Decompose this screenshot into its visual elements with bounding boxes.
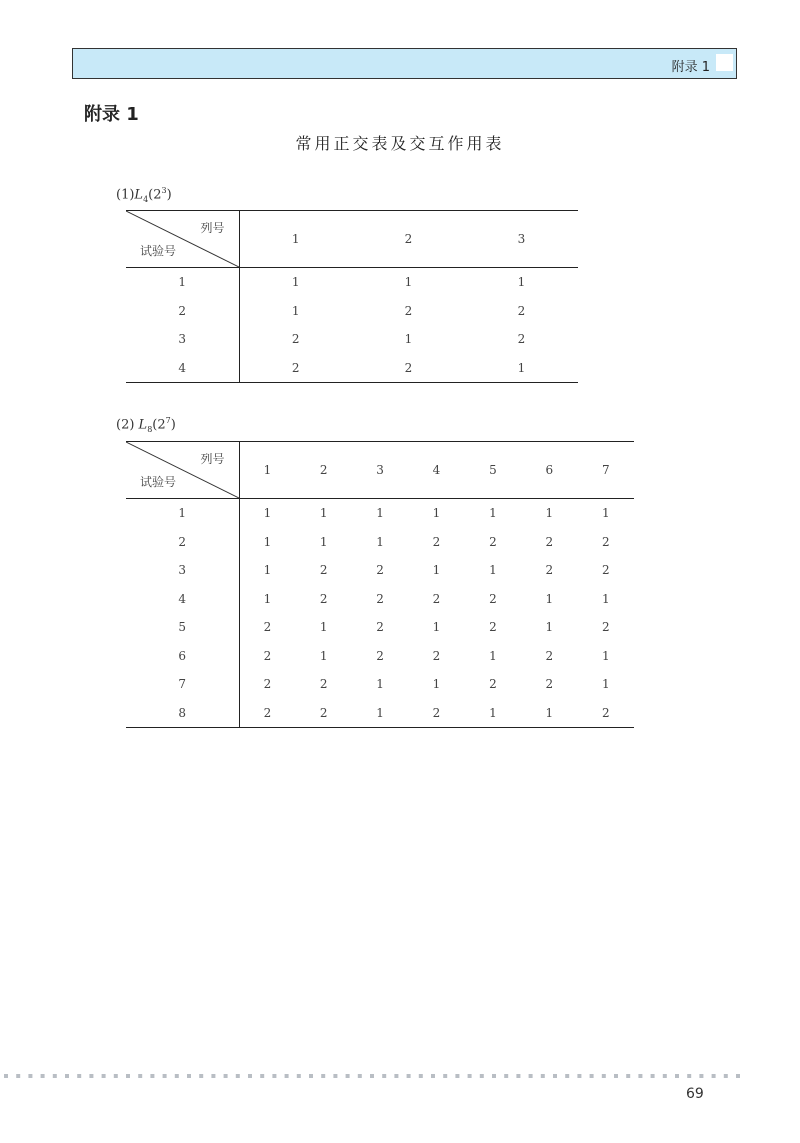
column-header: 6 bbox=[521, 442, 577, 499]
level-cell: 2 bbox=[489, 620, 497, 635]
level-cell: 2 bbox=[601, 705, 610, 720]
appendix-title: 附录 1 bbox=[84, 104, 139, 125]
level-cell: 2 bbox=[376, 620, 384, 635]
column-header: 2 bbox=[352, 211, 465, 268]
table1-caption-letter: L bbox=[134, 187, 144, 203]
table-row bbox=[126, 297, 578, 326]
level-cell: 2 bbox=[376, 648, 384, 663]
table2-caption-base: (2 bbox=[152, 417, 166, 433]
level-cell: 1 bbox=[601, 677, 610, 692]
level-cell: 1 bbox=[404, 275, 413, 290]
table2-caption bbox=[116, 416, 176, 434]
table-row bbox=[126, 325, 578, 354]
trial-number-cell: 7 bbox=[126, 670, 239, 699]
level-cell: 2 bbox=[517, 332, 526, 347]
orthogonal-table-L8 bbox=[126, 441, 634, 728]
trial-number-cell: 8 bbox=[126, 699, 239, 728]
level-cell: 1 bbox=[489, 506, 497, 521]
page-number: 69 bbox=[686, 1086, 704, 1102]
level-cell: 1 bbox=[376, 677, 384, 692]
table-row bbox=[126, 585, 634, 614]
column-header: 7 bbox=[578, 442, 634, 499]
table1-caption-base: (2 bbox=[148, 187, 162, 203]
trial-number-cell: 4 bbox=[126, 585, 239, 614]
column-header: 1 bbox=[239, 442, 295, 499]
column-number-label: 列号 bbox=[200, 452, 225, 466]
table-row bbox=[126, 268, 578, 297]
level-cell: 1 bbox=[517, 360, 526, 375]
level-cell: 2 bbox=[291, 332, 300, 347]
table2-caption-sup: 7 bbox=[165, 416, 171, 425]
level-cell: 2 bbox=[545, 648, 554, 663]
level-cell: 1 bbox=[376, 705, 384, 720]
level-cell: 2 bbox=[601, 563, 610, 578]
trial-number-label: 试验号 bbox=[140, 475, 177, 489]
table1-caption-close: ) bbox=[166, 187, 172, 203]
level-cell: 2 bbox=[489, 534, 497, 549]
trial-number-cell: 6 bbox=[126, 642, 239, 671]
table1-caption bbox=[116, 186, 172, 204]
level-cell: 2 bbox=[319, 705, 328, 720]
trial-number-cell: 3 bbox=[126, 325, 239, 354]
level-cell: 2 bbox=[404, 303, 413, 318]
table-row bbox=[126, 528, 634, 557]
level-cell: 1 bbox=[601, 506, 610, 521]
trial-number-cell: 5 bbox=[126, 613, 239, 642]
column-header: 2 bbox=[295, 442, 351, 499]
level-cell: 1 bbox=[545, 620, 554, 635]
column-header: 3 bbox=[465, 211, 578, 268]
running-header-label: 附录 1 bbox=[671, 60, 710, 75]
table-row bbox=[126, 354, 578, 383]
level-cell: 1 bbox=[517, 275, 526, 290]
table2-caption-letter: L bbox=[138, 417, 148, 433]
level-cell: 1 bbox=[376, 534, 384, 549]
header-square-decoration bbox=[716, 54, 733, 71]
table2-caption-close: ) bbox=[170, 417, 176, 433]
trial-number-cell: 4 bbox=[126, 354, 239, 383]
column-header: 5 bbox=[465, 442, 521, 499]
trial-number-cell: 2 bbox=[126, 297, 239, 326]
level-cell: 1 bbox=[489, 648, 497, 663]
level-cell: 2 bbox=[376, 591, 384, 606]
level-cell: 2 bbox=[404, 360, 413, 375]
table2-caption-prefix: (2) bbox=[116, 417, 139, 433]
column-number-label: 列号 bbox=[200, 221, 225, 235]
table1-caption-sup: 3 bbox=[161, 186, 167, 195]
level-cell: 1 bbox=[263, 506, 272, 521]
level-cell: 2 bbox=[601, 620, 610, 635]
level-cell: 2 bbox=[432, 648, 441, 663]
level-cell: 1 bbox=[291, 303, 300, 318]
level-cell: 2 bbox=[545, 534, 554, 549]
trial-number-label: 试验号 bbox=[140, 244, 177, 258]
column-header: 4 bbox=[408, 442, 464, 499]
table-row bbox=[126, 699, 634, 728]
table-header-row bbox=[126, 442, 634, 499]
table1-caption-prefix: (1) bbox=[116, 187, 135, 203]
running-header-bar bbox=[72, 48, 737, 79]
level-cell: 2 bbox=[432, 591, 441, 606]
level-cell: 1 bbox=[601, 648, 610, 663]
level-cell: 2 bbox=[432, 534, 441, 549]
trial-number-cell: 1 bbox=[126, 499, 239, 528]
level-cell: 2 bbox=[263, 620, 272, 635]
level-cell: 1 bbox=[404, 332, 413, 347]
level-cell: 1 bbox=[601, 591, 610, 606]
level-cell: 1 bbox=[489, 705, 497, 720]
level-cell: 1 bbox=[545, 591, 554, 606]
trial-number-cell: 2 bbox=[126, 528, 239, 557]
level-cell: 1 bbox=[319, 534, 328, 549]
table-row bbox=[126, 556, 634, 585]
level-cell: 1 bbox=[263, 534, 272, 549]
level-cell: 2 bbox=[489, 591, 497, 606]
table-row bbox=[126, 670, 634, 699]
level-cell: 2 bbox=[291, 360, 300, 375]
corner-diagonal-cell bbox=[126, 211, 239, 268]
table2-caption-sub: 8 bbox=[147, 424, 153, 434]
trial-number-cell: 3 bbox=[126, 556, 239, 585]
column-header: 3 bbox=[352, 442, 408, 499]
level-cell: 2 bbox=[263, 705, 272, 720]
level-cell: 1 bbox=[291, 275, 300, 290]
corner-diagonal-cell bbox=[126, 442, 239, 499]
level-cell: 2 bbox=[319, 563, 328, 578]
level-cell: 1 bbox=[489, 563, 497, 578]
level-cell: 1 bbox=[545, 705, 554, 720]
level-cell: 2 bbox=[432, 705, 441, 720]
level-cell: 2 bbox=[319, 591, 328, 606]
level-cell: 2 bbox=[601, 534, 610, 549]
level-cell: 1 bbox=[376, 506, 384, 521]
document-title: 常用正交表及交互作用表 bbox=[295, 134, 505, 153]
level-cell: 1 bbox=[432, 677, 441, 692]
level-cell: 1 bbox=[263, 563, 272, 578]
level-cell: 2 bbox=[263, 677, 272, 692]
table-row bbox=[126, 499, 634, 528]
table-row bbox=[126, 613, 634, 642]
level-cell: 1 bbox=[432, 506, 441, 521]
table-row bbox=[126, 642, 634, 671]
level-cell: 1 bbox=[319, 648, 328, 663]
level-cell: 1 bbox=[319, 620, 328, 635]
orthogonal-table-L4 bbox=[126, 210, 578, 383]
level-cell: 2 bbox=[263, 648, 272, 663]
level-cell: 2 bbox=[376, 563, 384, 578]
level-cell: 2 bbox=[319, 677, 328, 692]
level-cell: 2 bbox=[545, 563, 554, 578]
column-header: 1 bbox=[239, 211, 352, 268]
level-cell: 1 bbox=[263, 591, 272, 606]
level-cell: 2 bbox=[489, 677, 497, 692]
level-cell: 1 bbox=[319, 506, 328, 521]
level-cell: 1 bbox=[545, 506, 554, 521]
table1-caption-sub: 4 bbox=[143, 194, 149, 204]
level-cell: 1 bbox=[432, 620, 441, 635]
level-cell: 1 bbox=[432, 563, 441, 578]
footer-dotted-rule bbox=[0, 1073, 745, 1079]
level-cell: 2 bbox=[545, 677, 554, 692]
level-cell: 2 bbox=[517, 303, 526, 318]
trial-number-cell: 1 bbox=[126, 268, 239, 297]
table-header-row bbox=[126, 211, 578, 268]
